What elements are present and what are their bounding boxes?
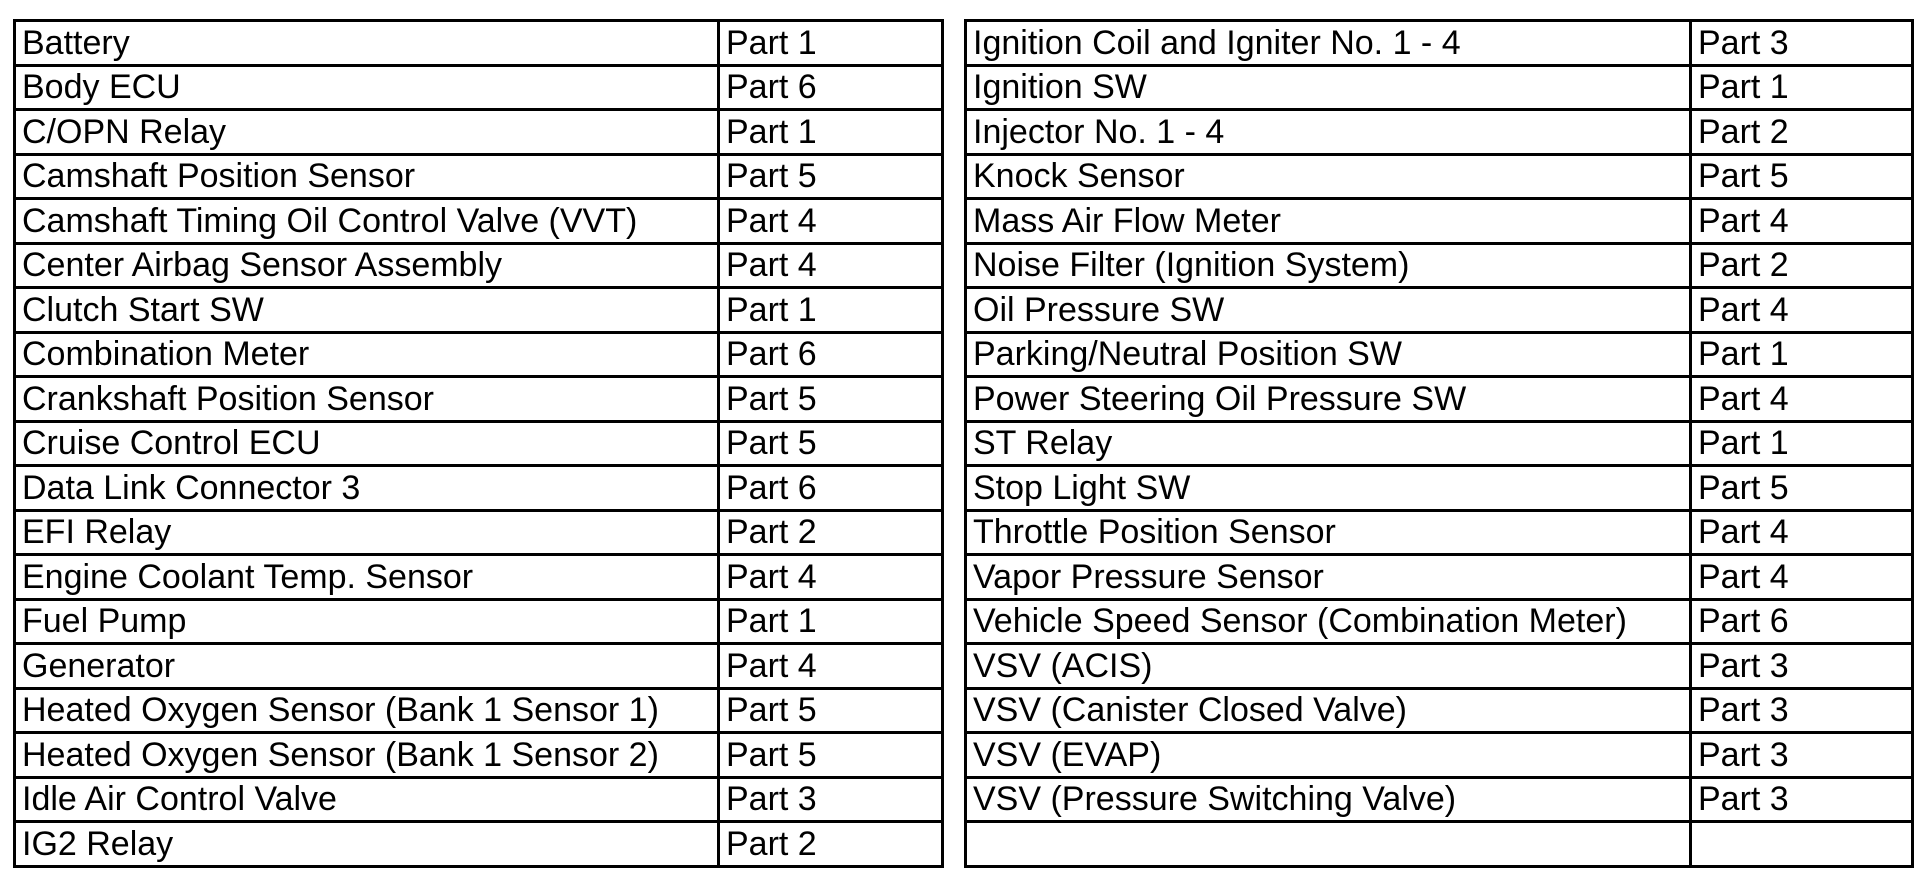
component-name-cell: Battery: [15, 21, 719, 66]
table-row: [966, 332, 1913, 377]
table-row: [15, 199, 943, 244]
part-reference-cell: Part 5: [719, 377, 943, 422]
component-name-cell: Ignition Coil and Igniter No. 1 - 4: [966, 21, 1691, 66]
component-name-cell: Parking/Neutral Position SW: [966, 332, 1691, 377]
part-reference-cell: Part 1: [1691, 332, 1913, 377]
component-name-cell: Cruise Control ECU: [15, 421, 719, 466]
part-reference-cell: Part 3: [719, 777, 943, 822]
part-reference-cell: Part 3: [1691, 688, 1913, 733]
table-row: [15, 243, 943, 288]
table-row: [15, 599, 943, 644]
part-reference-cell: Part 4: [1691, 199, 1913, 244]
table-row: [15, 510, 943, 555]
part-reference-cell: Part 1: [719, 110, 943, 155]
table-body-right: [966, 21, 1913, 867]
part-reference-cell: Part 2: [719, 822, 943, 867]
table-row: [15, 332, 943, 377]
part-reference-cell: Part 4: [719, 199, 943, 244]
part-reference-cell: Part 4: [719, 243, 943, 288]
part-reference-cell: Part 1: [719, 288, 943, 333]
part-reference-cell: Part 2: [719, 510, 943, 555]
table-row: [15, 822, 943, 867]
table-row: [15, 110, 943, 155]
part-reference-cell: Part 2: [1691, 243, 1913, 288]
part-reference-cell: Part 5: [719, 688, 943, 733]
table-row: [966, 65, 1913, 110]
part-reference-cell: Part 3: [1691, 644, 1913, 689]
component-name-cell: Noise Filter (Ignition System): [966, 243, 1691, 288]
component-name-cell: Combination Meter: [15, 332, 719, 377]
part-reference-cell: Part 6: [719, 332, 943, 377]
table-row: [15, 154, 943, 199]
component-name-cell: Clutch Start SW: [15, 288, 719, 333]
part-reference-cell: Part 3: [1691, 777, 1913, 822]
table-row: [966, 421, 1913, 466]
table-row: [15, 555, 943, 600]
part-reference-cell: Part 5: [1691, 466, 1913, 511]
table-row: [15, 21, 943, 66]
table-row: [966, 688, 1913, 733]
component-name-cell: Power Steering Oil Pressure SW: [966, 377, 1691, 422]
component-index-table-left: [13, 19, 944, 868]
part-reference-cell: Part 5: [719, 421, 943, 466]
part-reference-cell: Part 1: [719, 21, 943, 66]
component-name-cell: Throttle Position Sensor: [966, 510, 1691, 555]
component-name-cell: Vehicle Speed Sensor (Combination Meter): [966, 599, 1691, 644]
component-name-cell: Crankshaft Position Sensor: [15, 377, 719, 422]
part-reference-cell: Part 6: [1691, 599, 1913, 644]
part-reference-cell: Part 4: [1691, 377, 1913, 422]
component-name-cell: Injector No. 1 - 4: [966, 110, 1691, 155]
component-name-cell: Knock Sensor: [966, 154, 1691, 199]
table-row: [966, 199, 1913, 244]
table-row: [966, 288, 1913, 333]
table-row: [966, 733, 1913, 778]
part-reference-cell: Part 3: [1691, 21, 1913, 66]
table-row: [15, 777, 943, 822]
part-reference-cell: Part 4: [719, 555, 943, 600]
table-row: [15, 377, 943, 422]
component-name-cell: [966, 822, 1691, 867]
component-name-cell: Mass Air Flow Meter: [966, 199, 1691, 244]
table-row: [966, 510, 1913, 555]
component-name-cell: Fuel Pump: [15, 599, 719, 644]
part-reference-cell: Part 1: [1691, 65, 1913, 110]
table-row: [15, 466, 943, 511]
component-name-cell: EFI Relay: [15, 510, 719, 555]
component-name-cell: Body ECU: [15, 65, 719, 110]
table-row: [966, 777, 1913, 822]
part-reference-cell: Part 4: [719, 644, 943, 689]
table-row: [15, 733, 943, 778]
component-name-cell: Data Link Connector 3: [15, 466, 719, 511]
table-row: [15, 644, 943, 689]
part-reference-cell: Part 6: [719, 65, 943, 110]
table-row: [966, 644, 1913, 689]
component-name-cell: VSV (Canister Closed Valve): [966, 688, 1691, 733]
table-row: [966, 154, 1913, 199]
table-row: [966, 110, 1913, 155]
table-row: [966, 21, 1913, 66]
part-reference-cell: Part 2: [1691, 110, 1913, 155]
table-row: [15, 65, 943, 110]
table-row: [966, 822, 1913, 867]
table-row: [15, 421, 943, 466]
component-name-cell: VSV (ACIS): [966, 644, 1691, 689]
part-reference-cell: Part 5: [1691, 154, 1913, 199]
table-row: [966, 466, 1913, 511]
component-name-cell: C/OPN Relay: [15, 110, 719, 155]
component-name-cell: VSV (Pressure Switching Valve): [966, 777, 1691, 822]
component-name-cell: Center Airbag Sensor Assembly: [15, 243, 719, 288]
table-row: [15, 288, 943, 333]
component-name-cell: Generator: [15, 644, 719, 689]
part-reference-cell: Part 5: [719, 154, 943, 199]
part-reference-cell: Part 5: [719, 733, 943, 778]
component-name-cell: Idle Air Control Valve: [15, 777, 719, 822]
component-name-cell: Heated Oxygen Sensor (Bank 1 Sensor 2): [15, 733, 719, 778]
component-index-table-right: [964, 19, 1914, 868]
component-name-cell: Heated Oxygen Sensor (Bank 1 Sensor 1): [15, 688, 719, 733]
component-name-cell: ST Relay: [966, 421, 1691, 466]
table-row: [966, 555, 1913, 600]
part-reference-cell: Part 1: [1691, 421, 1913, 466]
part-reference-cell: Part 6: [719, 466, 943, 511]
component-name-cell: Camshaft Position Sensor: [15, 154, 719, 199]
table-row: [966, 243, 1913, 288]
table-body-left: [15, 21, 943, 867]
component-name-cell: Oil Pressure SW: [966, 288, 1691, 333]
part-reference-cell: [1691, 822, 1913, 867]
component-name-cell: Ignition SW: [966, 65, 1691, 110]
part-reference-cell: Part 4: [1691, 555, 1913, 600]
part-reference-cell: Part 1: [719, 599, 943, 644]
component-name-cell: Vapor Pressure Sensor: [966, 555, 1691, 600]
component-name-cell: IG2 Relay: [15, 822, 719, 867]
table-row: [966, 599, 1913, 644]
component-name-cell: Camshaft Timing Oil Control Valve (VVT): [15, 199, 719, 244]
component-name-cell: Engine Coolant Temp. Sensor: [15, 555, 719, 600]
table-row: [15, 688, 943, 733]
part-reference-cell: Part 4: [1691, 510, 1913, 555]
component-name-cell: Stop Light SW: [966, 466, 1691, 511]
table-row: [966, 377, 1913, 422]
part-reference-cell: Part 4: [1691, 288, 1913, 333]
component-name-cell: VSV (EVAP): [966, 733, 1691, 778]
part-reference-cell: Part 3: [1691, 733, 1913, 778]
